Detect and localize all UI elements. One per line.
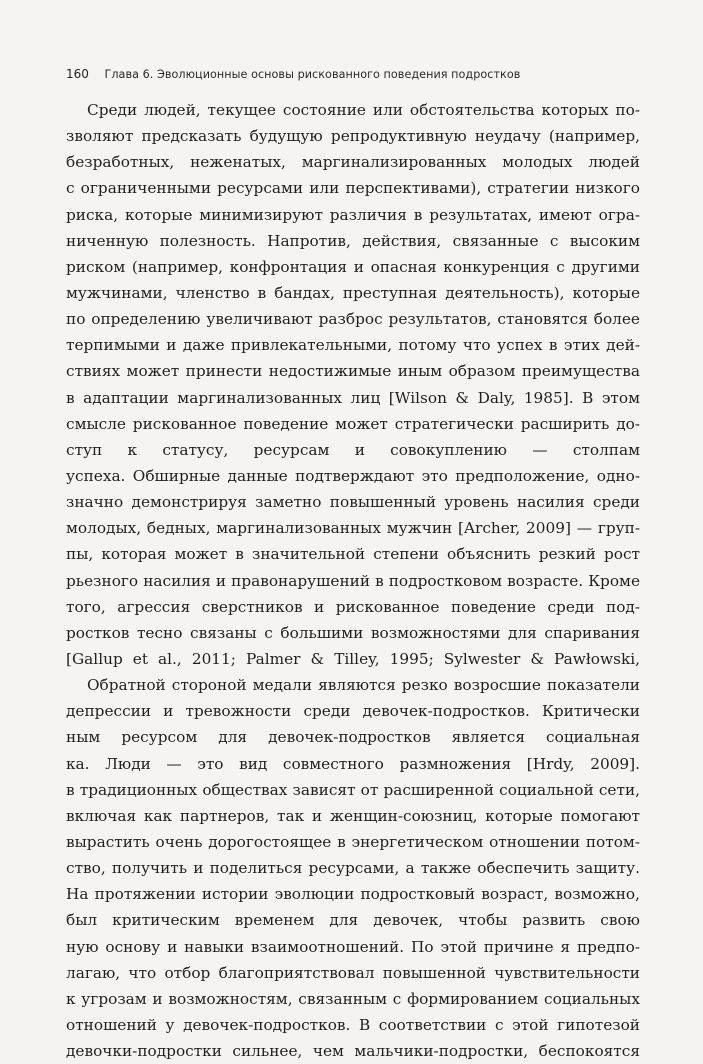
text-line: молодых, бедных, маргинализованных мужчин [Archer, 2009] — груп- (66, 519, 640, 538)
text-line: в традиционных обществах зависят от расширенной социальной сети, (66, 780, 640, 799)
text-line: значно демонстрируя заметно повышенный уровень насилия среди (66, 493, 640, 512)
text-line: терпимыми и даже привлекательными, потому что успех в этих дей- (66, 336, 640, 355)
text-line: того, агрессия сверстников и рискованное поведение среди под- (66, 597, 640, 616)
text-line: ка. Люди — это вид совместного размножения [Hrdy, 2009]. (66, 754, 640, 773)
text-line: безработных, неженатых, маргинализированных молодых людей (66, 153, 640, 172)
text-line: лагаю, что отбор благоприятствовал повышенной чувствительности (66, 963, 640, 982)
text-line: ство, получить и поделиться ресурсами, а также обеспечить защиту. (66, 859, 640, 878)
text-line: риска, которые минимизируют различия в результатах, имеют огра- (66, 205, 640, 224)
text-line: [Gallup et al., 2011; Palmer & Tilley, 1995; Sylwester & Pawłowski, (66, 649, 640, 668)
page-number: 160 (66, 67, 89, 81)
text-line: ную основу и навыки взаимоотношений. По этой причине я предпо- (66, 937, 640, 956)
text-line: ниченную полезность. Напротив, действия, связанные с высоким (66, 231, 640, 250)
text-line: мужчинами, членство в бандах, преступная деятельность), которые (66, 283, 640, 302)
text-line: с ограниченными ресурсами или перспективами), стратегии низкого (66, 179, 640, 198)
text-line: Среди людей, текущее состояние или обстоятельства которых по- (87, 101, 640, 119)
text-line: девочки-подростки сильнее, чем мальчики-подростки, беспокоятся (66, 1042, 640, 1061)
text-line: ствиях может принести недостижимые иным образом преимущества (66, 362, 640, 381)
text-line: зволяют предсказать будущую репродуктивную неудачу (например, (66, 127, 640, 146)
text-line: Обратной стороной медали являются резко возросшие показатели (87, 676, 640, 695)
text-line: был критическим временем для девочек, чтобы развить свою (66, 911, 640, 930)
text-line: пы, которая может в значительной степени объяснить резкий рост (66, 545, 640, 564)
body-text (66, 97, 640, 1064)
text-line: ступ к статусу, ресурсам и совокуплению — столпам (66, 440, 640, 459)
text-line: вырастить очень дорогостоящее в энергетическом отношении потом- (66, 832, 640, 851)
paragraph-1 (66, 97, 640, 672)
text-line: по определению увеличивают разброс результатов, становятся более (66, 310, 640, 329)
chapter-title: Глава 6. Эволюционные основы рискованного поведения подростков (104, 68, 521, 81)
text-line: смысле рискованное поведение может стратегически расширить до- (66, 414, 640, 433)
text-line: рьезного насилия и правонарушений в подростковом возрасте. Кроме (66, 571, 640, 590)
text-line: успеха. Обширные данные подтверждают это предположение, одно- (66, 466, 640, 485)
text-line: ростков тесно связаны с большими возможностями для спаривания (66, 623, 640, 642)
text-line: отношений у девочек-подростков. В соответствии с этой гипотезой (66, 1015, 640, 1034)
text-line: к угрозам и возможностям, связанным с формированием социальных (66, 989, 640, 1008)
text-line: в адаптации маргинализованных лиц [Wilson & Daly, 1985]. В этом (66, 388, 640, 407)
paragraph-2 (66, 672, 640, 1064)
text-line: риском (например, конфронтация и опасная конкуренция с другими (66, 257, 640, 276)
text-line: На протяжении истории эволюции подростковый возраст, возможно, (66, 885, 640, 904)
running-header (66, 67, 646, 87)
text-line: депрессии и тревожности среди девочек-подростков. Критически (66, 702, 640, 721)
text-line: включая как партнеров, так и женщин-союзниц, которые помогают (66, 806, 640, 825)
text-line: ным ресурсом для девочек-подростков является социальная (66, 728, 640, 747)
